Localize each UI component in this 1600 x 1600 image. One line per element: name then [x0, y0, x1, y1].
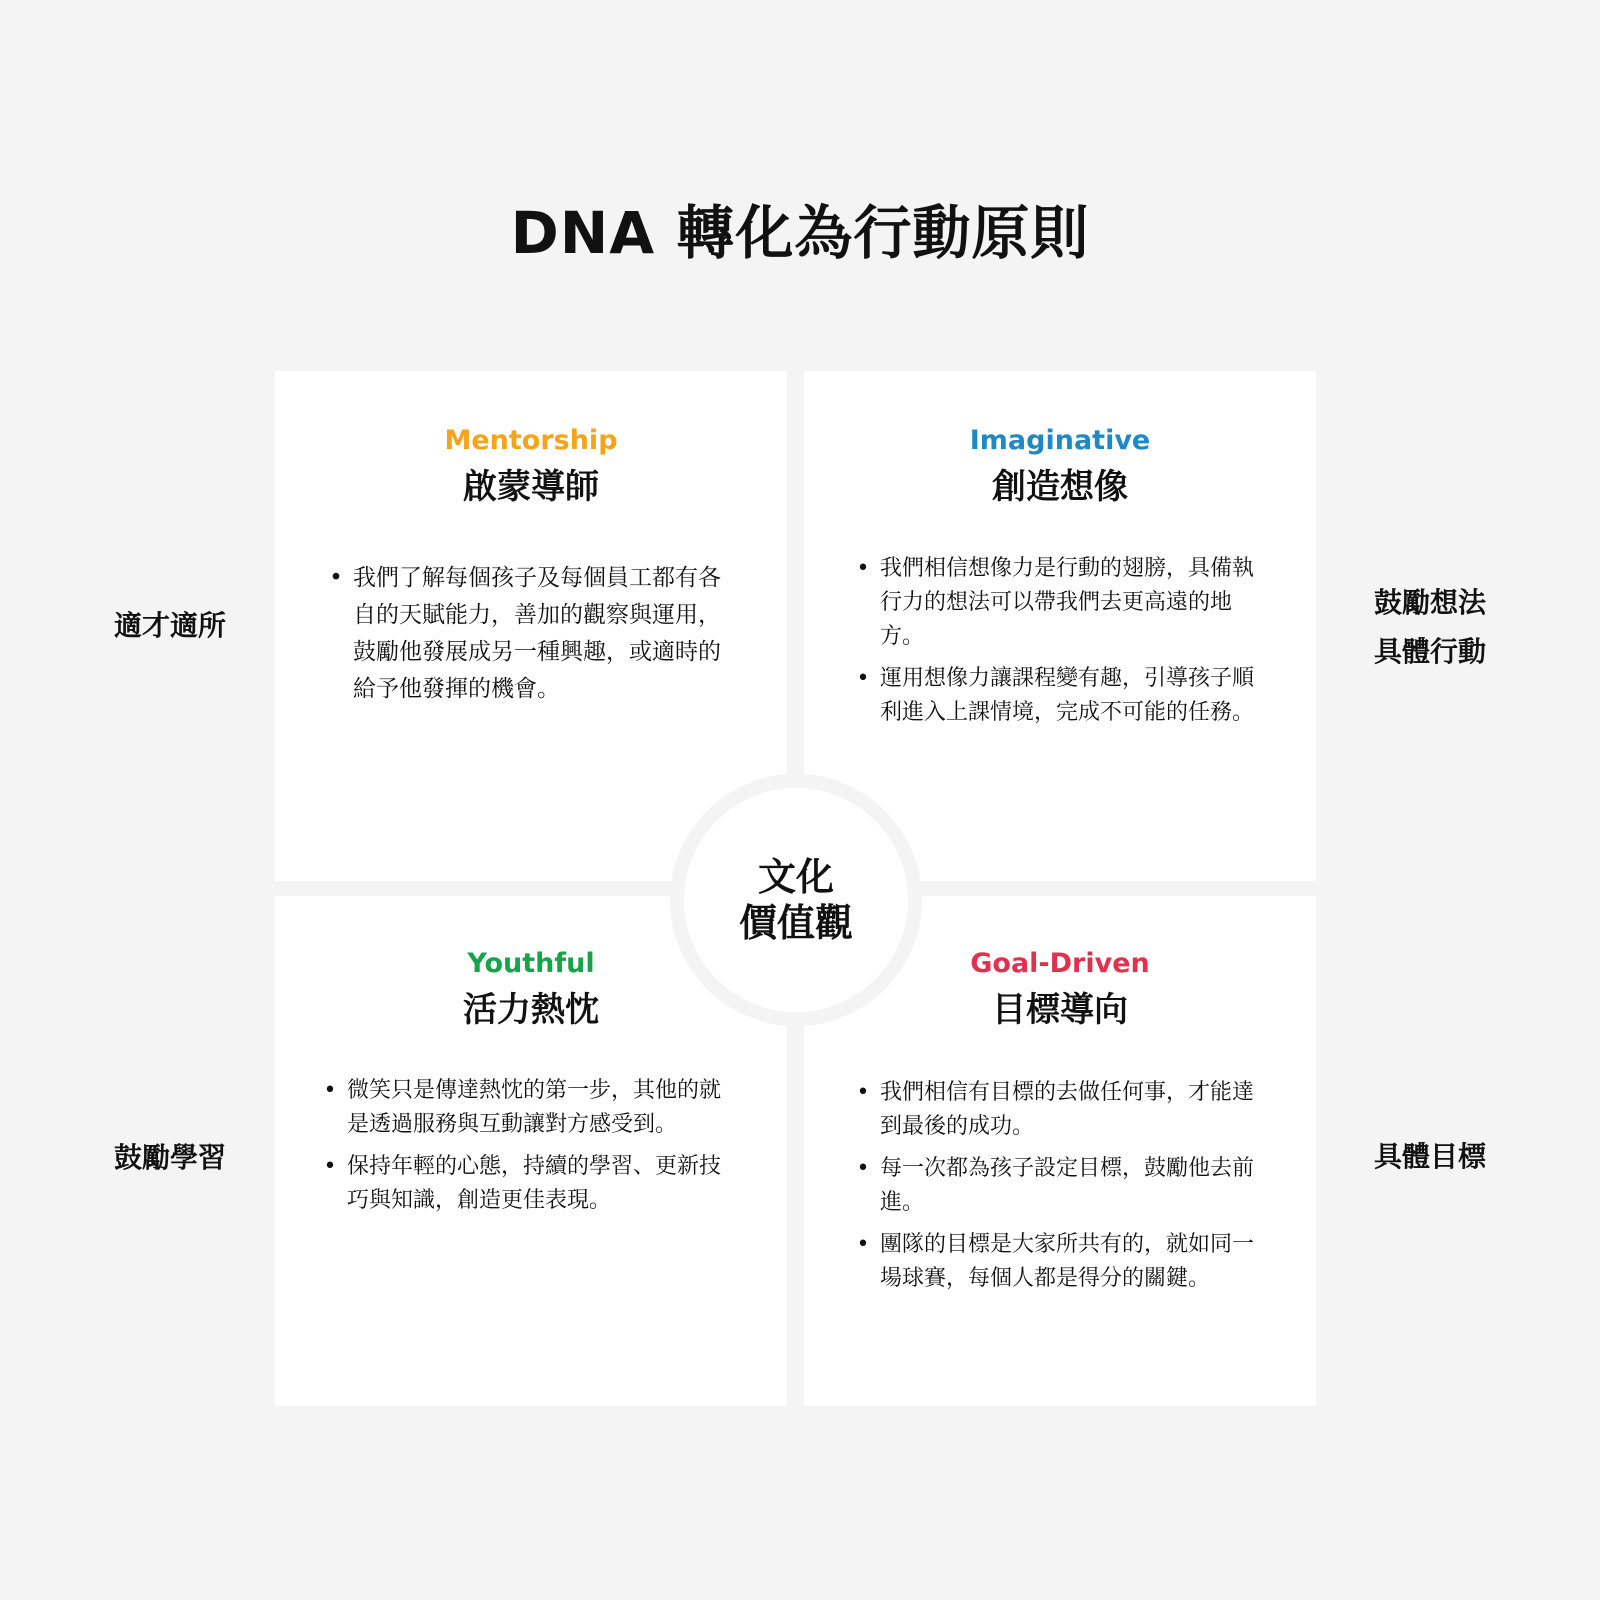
list-item [321, 1150, 731, 1218]
side-label-text: 適才適所 [113, 609, 226, 642]
quadrant-title-zh: 目標導向 [992, 990, 1128, 1030]
bullet-icon: • [329, 565, 343, 591]
page-title: DNA 轉化為行動原則 [510, 199, 1090, 267]
bullet-icon: • [856, 556, 870, 581]
list-item [854, 1076, 1254, 1144]
side-label-text-line2: 具體行動 [1373, 635, 1486, 668]
side-label-right-bottom [1368, 1132, 1492, 1181]
list-item-text: 我們了解每個孩子及每個員工都有各自的天賦能力，善加的觀察與運用，鼓勵他發展成另一種興趣，或適時的給予他發揮的機會。 [353, 565, 721, 702]
quadrant-points [321, 1074, 731, 1226]
side-label-right-top [1368, 578, 1492, 676]
bullet-icon: • [856, 1232, 870, 1257]
list-item [854, 662, 1254, 730]
list-item-text: 微笑只是傳達熱忱的第一步，其他的就是透過服務與互動讓對方感受到。 [347, 1078, 722, 1137]
quadrant-title-zh: 創造想像 [992, 467, 1128, 507]
quadrant-points [327, 560, 727, 716]
quadrant-points [854, 1076, 1254, 1304]
quadrant-title-zh: 啟蒙導師 [463, 467, 599, 507]
bullet-icon: • [856, 666, 870, 691]
list-item-text: 我們相信想像力是行動的翅膀，具備執行力的想法可以帶我們去更高遠的地方。 [880, 556, 1255, 649]
list-item [854, 1152, 1254, 1220]
side-label-text: 鼓勵學習 [113, 1141, 226, 1174]
side-label-left-bottom [108, 1133, 232, 1182]
list-item [854, 1228, 1254, 1296]
list-item [321, 1074, 731, 1142]
quadrant-title-zh: 活力熱忱 [463, 990, 599, 1030]
quadrant-title-en: Youthful [467, 948, 595, 979]
bullet-icon: • [323, 1078, 337, 1103]
list-item [327, 560, 727, 708]
quadrant-title-en: Goal-Driven [970, 948, 1150, 979]
quadrant-header [804, 425, 1316, 507]
list-item-text: 運用想像力讓課程變有趣，引導孩子順利進入上課情境，完成不可能的任務。 [880, 666, 1255, 725]
side-label-text-line1: 鼓勵想法 [1373, 586, 1486, 619]
bullet-icon: • [856, 1080, 870, 1105]
list-item [854, 552, 1254, 654]
quadrant-title-en: Mentorship [444, 425, 618, 456]
side-label-left-top [108, 601, 232, 650]
list-item-text: 保持年輕的心態，持續的學習、更新技巧與知識，創造更佳表現。 [347, 1154, 722, 1213]
list-item-text: 每一次都為孩子設定目標，鼓勵他去前進。 [880, 1156, 1255, 1215]
quadrant-header [275, 425, 787, 507]
bullet-icon: • [856, 1156, 870, 1181]
list-item-text: 團隊的目標是大家所共有的，就如同一場球賽，每個人都是得分的關鍵。 [880, 1232, 1255, 1291]
side-label-text: 具體目標 [1373, 1140, 1486, 1173]
bullet-icon: • [323, 1154, 337, 1179]
list-item-text: 我們相信有目標的去做任何事，才能達到最後的成功。 [880, 1080, 1255, 1139]
quadrant-imaginative [804, 371, 1316, 881]
center-label-line1: 文化 [757, 855, 834, 899]
quadrant-title-en: Imaginative [969, 425, 1151, 456]
quadrant-points [854, 552, 1254, 738]
center-label-line2: 價值觀 [738, 901, 853, 945]
center-circle [684, 788, 908, 1012]
quadrant-mentorship [275, 371, 787, 881]
